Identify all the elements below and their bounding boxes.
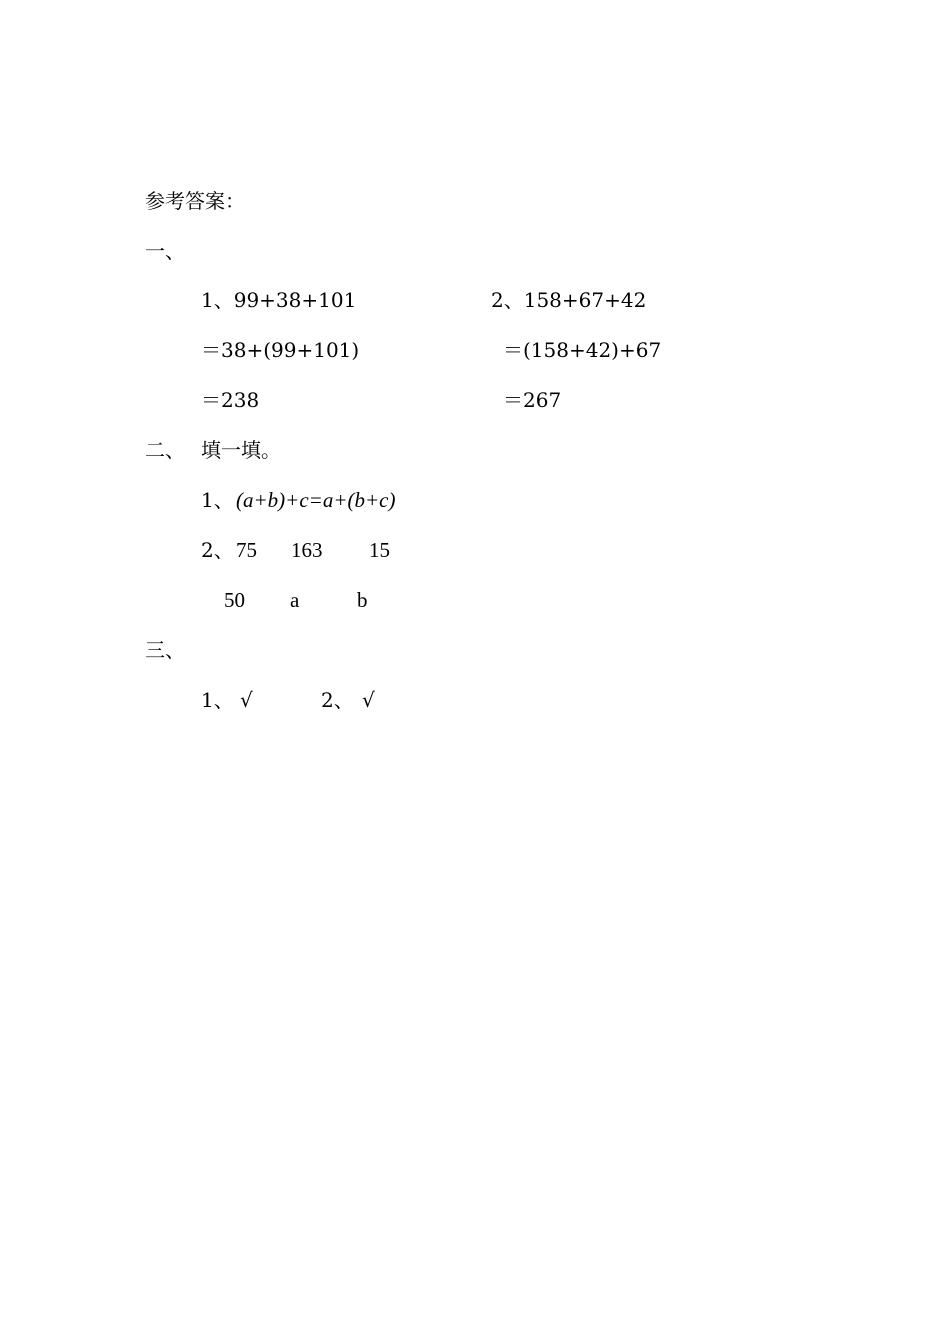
- s2-q2-value: 15: [369, 538, 390, 562]
- s1-q2-line2: ＝(158+42)+67: [503, 338, 662, 362]
- s2-q2-value: a: [290, 588, 300, 612]
- section-2-heading: 填一填。: [201, 438, 281, 462]
- s2-q2-value: 50: [224, 588, 245, 612]
- section-1-label: 一、: [145, 239, 185, 263]
- s2-q2-number: 2、: [201, 538, 234, 562]
- s2-q2-value: b: [357, 588, 368, 612]
- s1-q2-line3: ＝267: [503, 388, 562, 412]
- s1-q1-line2: ＝38+(99+101): [201, 338, 360, 362]
- s3-answer-number: 1、: [201, 688, 234, 712]
- page-title: 参考答案：: [145, 189, 245, 213]
- s1-q1-line3: ＝238: [201, 388, 260, 412]
- section-2-label: 二、: [145, 438, 185, 462]
- checkmark-icon: √: [240, 688, 253, 712]
- s2-q2-value: 163: [291, 538, 323, 562]
- checkmark-icon: √: [362, 688, 375, 712]
- section-3-label: 三、: [145, 638, 185, 662]
- s3-answer-number: 2、: [321, 688, 354, 712]
- s1-q2-line1: 2、158+67+42: [491, 288, 647, 312]
- s2-q2-value: 75: [236, 538, 257, 562]
- s1-q1-line1: 1、99+38+101: [201, 288, 357, 312]
- s2-q1-number: 1、: [201, 488, 234, 512]
- s2-q1-formula: (a+b)+c=a+(b+c): [236, 488, 396, 512]
